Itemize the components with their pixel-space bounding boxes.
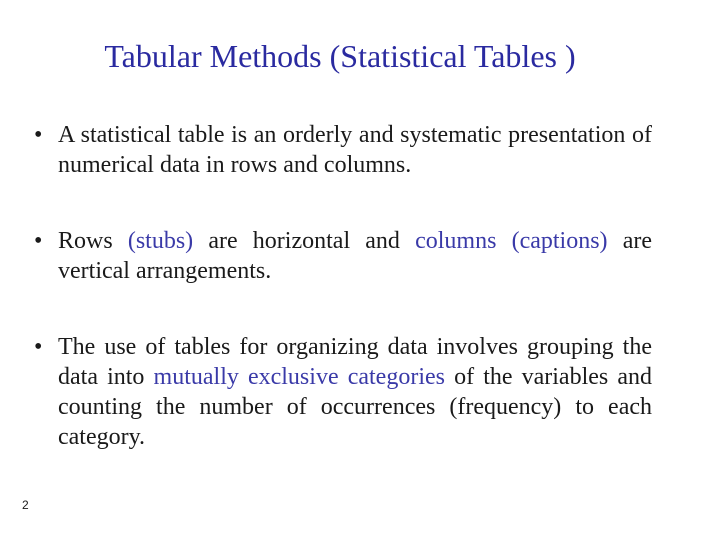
bullet-text: [58, 120, 652, 180]
bullet-icon: •: [34, 122, 43, 148]
highlight-term-categories: mutually exclusive categories: [153, 364, 445, 390]
bullet-icon: •: [34, 334, 43, 360]
highlight-term-captions: columns (captions): [415, 228, 608, 254]
bullet-item-use-of-tables: [34, 332, 652, 452]
bullet-text-part: are vertical arrangements.: [58, 228, 653, 284]
highlight-term-stubs: (stubs): [127, 228, 194, 254]
bullet-text-part: A statistical table is an orderly and systematic presentation of numerical data in rows and columns.: [58, 122, 652, 178]
slide-title: Tabular Methods (Statistical Tables ): [104, 38, 576, 74]
page-number: 2: [22, 498, 29, 512]
bullet-text-part: are horizontal and: [193, 228, 416, 254]
bullet-item-definition: [34, 120, 652, 180]
bullet-item-rows-columns: [34, 226, 652, 286]
bullet-text-part: Rows: [58, 228, 128, 254]
bullet-text-part: The use of tables for organizing data involves grouping the data into: [58, 334, 652, 390]
bullet-icon: •: [34, 228, 43, 254]
bullet-text: [58, 332, 652, 452]
bullet-text: [58, 226, 652, 286]
bullet-text-part: of the variables and counting the number of occurrences (frequency) to each category.: [58, 364, 653, 450]
